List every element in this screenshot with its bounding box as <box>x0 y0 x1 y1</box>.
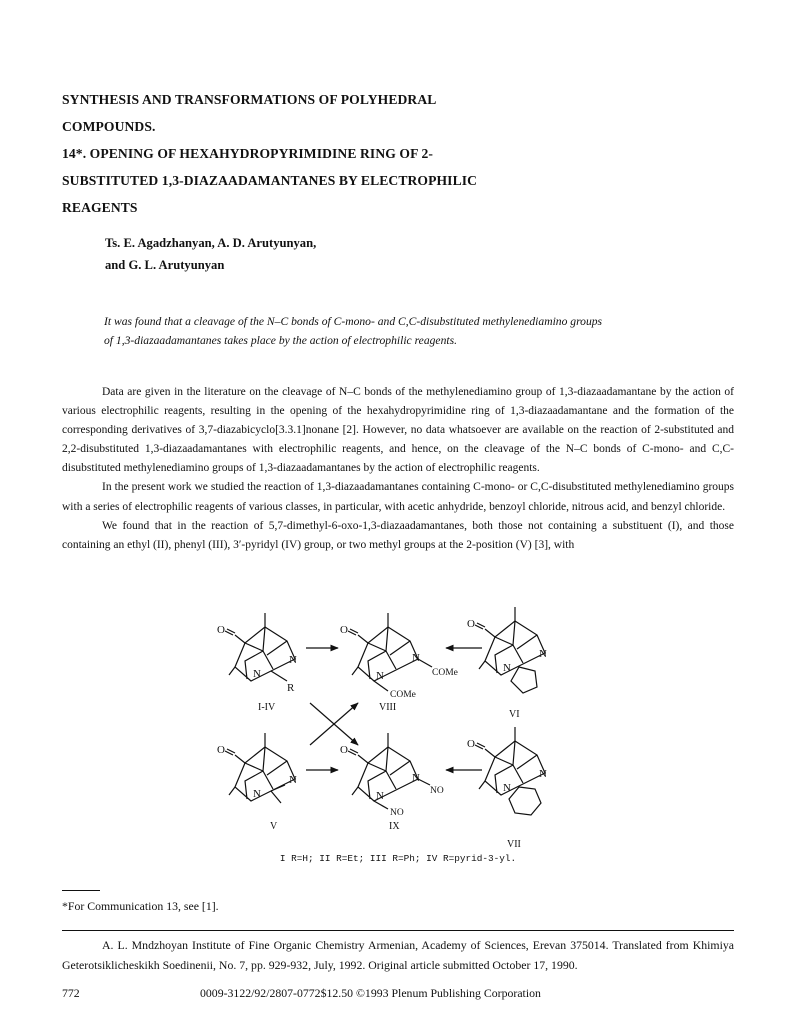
atom-n: N <box>253 668 261 680</box>
compound-viii <box>340 613 458 700</box>
compound-i-iv <box>217 613 297 694</box>
footnote-divider <box>62 890 100 891</box>
abstract <box>104 312 704 350</box>
title-line: SUBSTITUTED 1,3-DIAZAADAMANTANES BY ELECTROPHILIC <box>62 173 478 188</box>
atom-n: N <box>539 768 547 780</box>
affiliation <box>62 935 734 975</box>
acetyl-group: COMe <box>390 690 416 700</box>
atom-n: N <box>412 652 420 664</box>
abstract-line: of 1,3-diazaadamantanes takes place by the action of electrophilic reagents. <box>104 334 457 347</box>
atom-n: N <box>503 662 511 674</box>
reaction-scheme <box>217 605 580 850</box>
label-v: V <box>270 821 278 832</box>
label-i-iv: I-IV <box>258 702 276 713</box>
author-line: and G. L. Arutyunyan <box>105 258 225 272</box>
atom-o: O <box>217 624 225 636</box>
nitroso-group: NO <box>430 786 444 796</box>
atom-n: N <box>376 790 384 802</box>
scheme-legend: I R=H; II R=Et; III R=Ph; IV R=pyrid-3-yl. <box>279 853 517 864</box>
label-ix: IX <box>389 821 400 832</box>
title-line: COMPOUNDS. <box>62 119 156 134</box>
atom-n: N <box>289 774 297 786</box>
atom-n: N <box>289 654 297 666</box>
author-list <box>105 232 316 276</box>
title-line: 14*. OPENING OF HEXAHYDROPYRIMIDINE RING OF 2- <box>62 146 433 161</box>
abstract-line: It was found that a cleavage of the N–C bonds of C-mono- and C,C-disubstituted methylenediamino groups <box>104 315 603 328</box>
label-vii: VII <box>507 839 521 850</box>
atom-n: N <box>253 788 261 800</box>
atom-o: O <box>217 744 225 756</box>
body-paragraph: Data are given in the literature on the cleavage of N–C bonds of the methylenediamino group of 1,3-diazaadamantane by the action of various electrophilic reagents, resulting in the opening of the hexahydropyrimidine ring of 1,3-diazaadamantane and the formation of the corresponding derivatives of 3,7-diazabicyclo[3.3.1]nonane [2]. However, no data whatsoever are available on the reaction of 2-substituted and 2,2-disubstituted 1,3-diazaadamantanes with electrophilic reagents, and hence, on the cleavage of the N–C bonds of C-mono- and C,C-disubstituted methylenediamino groups of 1,3-diazaadamantanes by the action of electrophilic reagents. <box>62 386 734 475</box>
atom-o: O <box>340 624 348 636</box>
nitroso-group: NO <box>390 808 404 818</box>
page-number: 772 <box>62 986 80 1000</box>
copyright-line: 0009-3122/92/2807-0772$12.50 ©1993 Plenum Publishing Corporation <box>200 986 541 1000</box>
body-paragraph: We found that in the reaction of 5,7-dimethyl-6-oxo-1,3-diazaadamantanes, both those not containing a substituent (I), and those containing an ethyl (II), phenyl (III), 3′-pyridyl (IV) group, or two methyl groups at the 2-position (V) [3], with <box>62 519 734 551</box>
title-line: REAGENTS <box>62 200 138 215</box>
atom-n: N <box>412 772 420 784</box>
label-viii: VIII <box>379 702 397 713</box>
atom-o: O <box>467 618 475 630</box>
compound-vi <box>467 607 547 693</box>
label-vi: VI <box>509 709 520 720</box>
title-line: SYNTHESIS AND TRANSFORMATIONS OF POLYHEDRAL <box>62 92 437 107</box>
atom-o: O <box>467 738 475 750</box>
atom-n: N <box>539 648 547 660</box>
acetyl-group: COMe <box>432 668 458 678</box>
atom-r: R <box>287 682 295 694</box>
article-title <box>62 86 582 221</box>
affiliation-divider <box>62 930 734 931</box>
compound-v <box>217 733 297 803</box>
atom-o: O <box>340 744 348 756</box>
author-line: Ts. E. Agadzhanyan, A. D. Arutyunyan, <box>105 236 317 250</box>
atom-n: N <box>376 670 384 682</box>
body-paragraph: In the present work we studied the reaction of 1,3-diazaadamantanes containing C-mono- or C,C-disubstituted methylenediamino groups with a series of electrophilic reagents of various classes, in particular, with acetic anhydride, benzoyl chloride, nitrous acid, and benzyl chloride. <box>62 481 734 513</box>
body-text <box>62 383 734 555</box>
atom-n: N <box>503 782 511 794</box>
footnote: *For Communication 13, see [1]. <box>62 899 219 913</box>
affiliation-text: A. L. Mndzhoyan Institute of Fine Organic Chemistry Armenian, Academy of Sciences, Erevan 375014. Translated from Khimiya Geterotsiklicheskikh Soedinenii, No. 7, pp. 929-932, July, 1992. Original article submitted October 17, 1990. <box>62 938 734 972</box>
compound-vii <box>467 727 547 815</box>
compound-ix <box>340 733 444 818</box>
